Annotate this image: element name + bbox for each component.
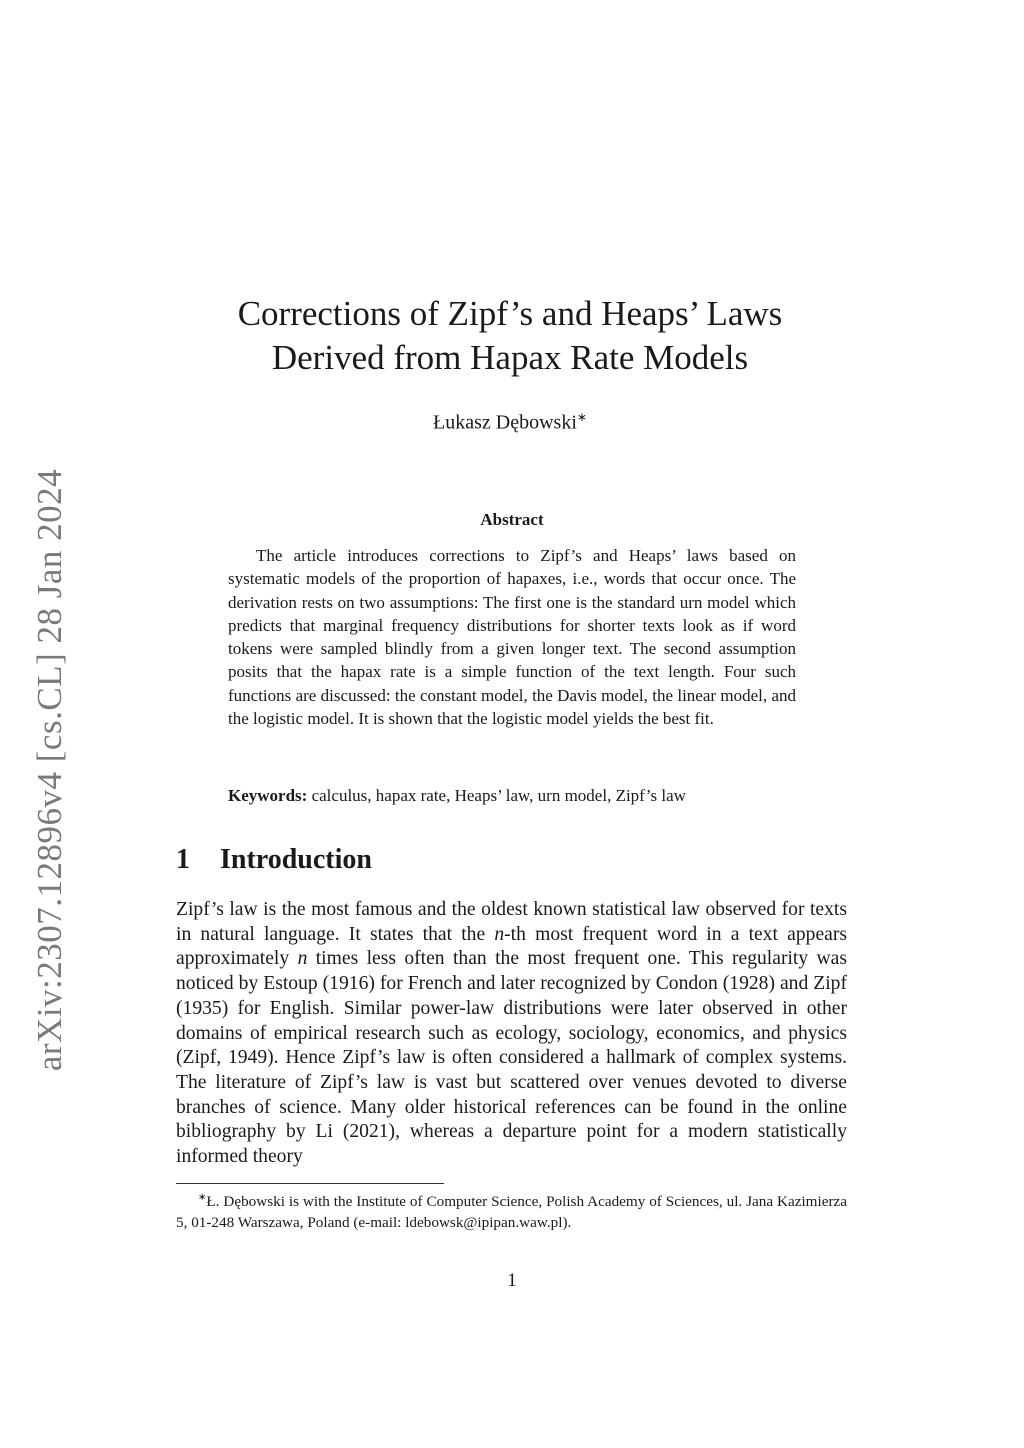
section-title: Introduction: [220, 844, 372, 875]
author-footnote-mark: ∗: [576, 410, 587, 424]
arxiv-identifier-margin: [30, 450, 70, 1090]
intro-text-part-3: times less often than the most frequent one. This regularity was noticed by Estoup (1916) for French and later recognized by Condon (1928) and Zipf (1935) for English. Similar power-law distributions were later observed in other domains of empirical research such as ecology, sociology, economics, and physics (Zipf, 1949). Hence Zipf’s law is often considered a hallmark of complex systems. The literature of Zipf’s law is vast but scattered over venues devoted to diverse branches of science. Many older historical references can be found in the online bibliography by Li (2021), whereas a departure point for a modern statistically informed theory: [176, 948, 848, 1168]
keywords-line: [228, 786, 796, 806]
page-number: 1: [507, 1270, 517, 1291]
footnote: [176, 1187, 847, 1233]
footnote-text: Ł. Dębowski is with the Institute of Computer Science, Polish Academy of Sciences, ul. Jana Kazimierza 5, 01-248 Warszawa, Poland (e-mail: ldebowsk@ipipan.waw.pl).: [176, 1193, 847, 1232]
abstract-text: The article introduces corrections to Zipf’s and Heaps’ laws based on systematic models of the proportion of hapaxes, i.e., words that occur once. The derivation rests on two assumptions: The first one is the standard urn model which predicts that marginal frequency distributions for shorter texts look as if word tokens were sampled blindly from a given longer text. The second assumption posits that the hapax rate is a simple function of the text length. Four such functions are discussed: the constant model, the Davis model, the linear model, and the logistic model. It is shown that the logistic model yields the best fit.: [228, 546, 796, 729]
author-name: Łukasz Dębowski: [433, 411, 577, 434]
arxiv-identifier: arXiv:2307.12896v4 [cs.CL] 28 Jan 2024: [30, 468, 70, 1072]
footnote-divider: [176, 1183, 444, 1184]
section-heading: [176, 844, 372, 876]
title-line-2: Derived from Hapax Rate Models: [271, 338, 749, 377]
abstract-heading: Abstract: [480, 510, 544, 529]
intro-variable-n-2: n: [297, 948, 308, 970]
keywords-text: calculus, hapax rate, Heaps’ law, urn model, Zipf’s law: [311, 786, 686, 805]
intro-text-part-1: Zipf’s law is the most famous and the oldest known statistical law observed for texts in natural language. It states that the: [176, 899, 847, 945]
section-number: 1: [176, 844, 190, 875]
introduction-paragraph: [176, 898, 847, 1170]
footnote-mark: ∗: [198, 1192, 207, 1203]
keywords-label: Keywords:: [228, 786, 308, 805]
intro-variable-n-1: n: [494, 923, 505, 945]
intro-text-part-2: -th most frequent word in a text appears approximately: [176, 923, 847, 970]
title-line-1: Corrections of Zipf’s and Heaps’ Laws: [237, 294, 783, 333]
author-line: [170, 410, 850, 435]
paper-title: [170, 292, 850, 380]
